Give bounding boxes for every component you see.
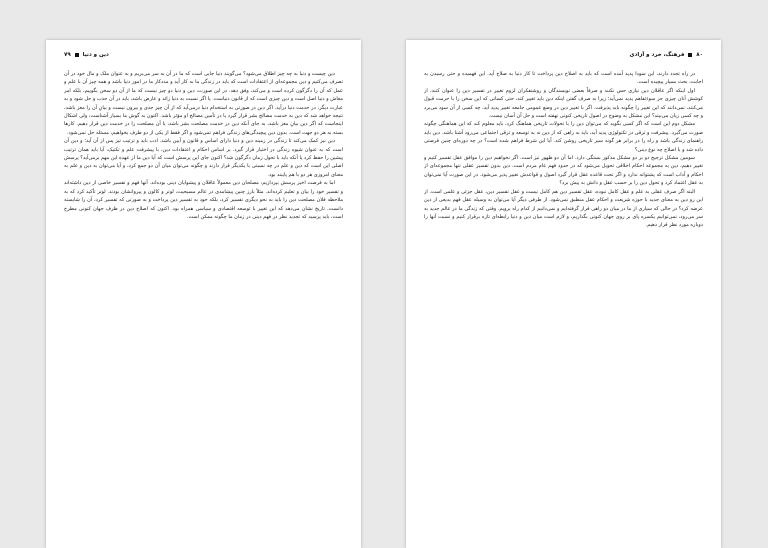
left-page-number: ۷۹ (64, 52, 71, 58)
right-page-header (629, 52, 703, 58)
paragraph: در راه تجدد دارند، این سودا پدید آمده است که باید به اصلاح دین پرداخت تا کار دنیا به صلاح آید. این فهمیده و حتی رسیدن به اجابت، بحث بسیار پیچیده است. (424, 71, 703, 86)
paragraph: مشکل دوم این است که اگر کسی بگوید که می‌توان دین را با تحولات تاریخی هماهنگ کرد، باید معلوم کند که این هماهنگی چگونه صورت می‌گیرد. پیشرفت و ترقی در تکنولوژی پدید آید، باید به راهی که از دین نه به توسعه و ترقی اجتماعی می‌رود آشنا باشد. دین باید راهنمای زندگی باشد و راه را در برابر هر گونه سیر تاریخی روشن کند. آیا این شرط فراهم شده است؟ در چه دوره‌ای چنین فرصتی داده شد و با اصلاح چه نوع دینی؟ (424, 121, 703, 153)
paragraph: البته اگر صرف عقلی به علم و عقل کامل نبوده، عقل تفسیر دین هم کامل نیست و عقل تفسیر دین، عقل جزئی و علمی است. از این رو دین به معنای جدید با حوزه شریعت و احکام عقل منطبق نمی‌شود. از طرفی دیگر آیا می‌توان به وسیله عقل فهم بدیعی از دین عرضه کرد؟ در حالی که سیاری از ما در میان دو راهی قرار گرفته‌ایم و نمی‌دانیم از کدام راه برویم. وقتی که زندگی ما در عالم جدید به سر می‌رود، نمی‌توانیم یکسره پای بر روی جهان کنونی بگذاریم، و لازم است میان دین و دنیا رابطه‌ای تازه برقرار کنیم و نسبت آنها را دوباره مورد نظر قرار دهیم. (424, 188, 703, 229)
paragraph: سومین مشکل ترجیح دو بر دو مشکل مذکور بستگی دارد. اما آن دو ظهور نیز است. اگر نخواهیم دین را موافق عقل تفسیر کنیم و تغییر دهیم، دین به مجموعه احکام اخلاقی تحویل می‌شود که در حدود فهم عام مردم است. دین بدون تفسیر عقلی تنها مجموعه‌ای از احکام و آداب است که پشتوانه ندارد و اگر تحت قاعده عقل قرار گیرد اصول و قواعدش تغییر پذیر می‌شود. در این صورت آیا نمی‌توان به عقل اعتماد کرد و تحول دین را بر حسب عقل و دانش به پیش برد؟ (424, 155, 703, 187)
left-page-header (64, 52, 109, 58)
left-page-running-title: دین و دنیا (82, 52, 109, 58)
left-page-body (64, 70, 343, 540)
square-bullet-icon (75, 53, 79, 57)
paragraph: اما به فرصت اخیر پرسش بپردازیم: مصلحان دین معمولاً عاقلان و پیشوایان دینی بوده‌اند. آنها فهم و تفسیر خاصی از دین داشته‌اند و تفسیر خود را بیان و تعلیم کرده‌اند. مثلاً بارز چنین پیشامدی در عالم مسیحیت، لوتر و کالون و پیروانشان بودند. لوتر تأکید کرد که به ملاحظه فلان مصلحت دین را باید به نحو دیگری تفسیر کرد، بلکه خود به تفسیر دین پرداخت و به صورتی که تفسیر کرد، آن را شایسته دانست. تاریخ نشان می‌دهد که این تغییر با توسعه اقتصادی و سیاسی همراه بود. اکنون که اصلاح دین در ظرف جهان کنونی مطرح است، باید پرسید که تجدید نظر در فهم دینی در زمان ما چگونه ممکن است. (64, 180, 343, 220)
paragraph: اول اینکه اگر عاقلان دین نیازی حس نکنند و صرفاً بعضی نویسندگان و روشنفکران لزوم تغییر در تفسیر دین را عنوان کنند، از کوشش آنان چیزی جز سوءتفاهم پدید نمی‌آید؛ زیرا به صرف گفتن اینکه دین باید تغییر کند، حتی کسانی که این سخن را با حرمت قبول می‌کنند، نمی‌دانند که این تغییر را چگونه باید پذیرفت. اگر با تغییر دین در وضع عمومی جامعه تغییر پدید آید، چه کسی از آن سود می‌برد و چه کسی زیان می‌بیند؟ این مشکل به وضوح در اصول تاریخی کنونی نهفته است و حل آن آسان نیست. (424, 87, 703, 120)
paragraph: دین نیز کمک می‌کند تا زندگی در زمینه دین و دنیا دارای اساس و قانون و آیین باشد. ادب باید و ترتیب نیز پس از آن آید؛ و دین آن است که به عنوان شیوه زندگی در اختیار قرار گیرد. بر اساس احکام و اعتقادات دین، با پیشرفت علم و تکنیک، آیا باید همان ترتیب پیشین را حفظ کرد یا آنکه باید با تحول زمان دگرگون شد؟ اکنون جای این پرسش است که آیا دین ما از عهده این مهم برمی‌آید؟ پرسش اصلی این است که دین و علم در چه نسبتی با یکدیگر قرار دارند و چگونه می‌توان میان آن دو جمع کرد، و آیا می‌توان به دین و علم به معنای امروزی هر دو با هم پایبند بود. (64, 138, 343, 178)
right-page-running-title: فرهنگ، خرد و آزادی (629, 52, 685, 58)
right-page-number: ۸۰ (696, 52, 703, 58)
paragraph: دین چیست و دنیا به چه چیز اطلاق می‌شود؟ می‌گویند دنیا جایی است که ما در آن به سر می‌بریم و به عنوان ملک و مال خود در آن تصرف می‌کنیم و دین مجموعه‌ای از اعتقادات است که باید در زندگی ما به کار آید و مددکار ما در امور دنیا باشد و همه چیز آن با علم و عمل که آن را دگرگون کرده است و می‌کند، وفق دهد. در این صورت، دین و دنیا دو چیز نیست که ما از آن دو سخن بگوییم، بلکه امر معاش و دنیا اصل است و دین چیزی است که از قانون دنیاست. یا اگر نسبت به دنیا زائد و عارض باشد، باید در آن جذب و حل شود و به عبارت دیگر، در خدمت دنیا درآید. اگر دین در صورتی به استخدام دنیا درمی‌آید که از آن چیز جدی و بیرون نیست و بیانِ آن را مغز باشد، نتیجه خواهد شد که دین به خدمت مصالح بشر قرار گیرد یا در تأمین مصالح او مؤثر باشد. اکنون به گوش ما بسیار آشناست، ولی اشکال اینجاست که اگر دین بیانِ مغز باشد، به جای آنکه دین در خدمت مصلحت بشر باشد، یا آن مصلحت را در خدمت دین قرار دهیم. کارها بسته به هر دو جهت است. بدون دین پیچیدگی‌های زندگی فراهم نمی‌شود و اگر فقط از یکی از دو طرف بخواهیم، مسئله حل نمی‌شود. (64, 71, 343, 136)
left-page (46, 40, 361, 548)
square-bullet-icon (688, 53, 692, 57)
right-page (406, 40, 721, 548)
right-page-body (424, 70, 703, 540)
